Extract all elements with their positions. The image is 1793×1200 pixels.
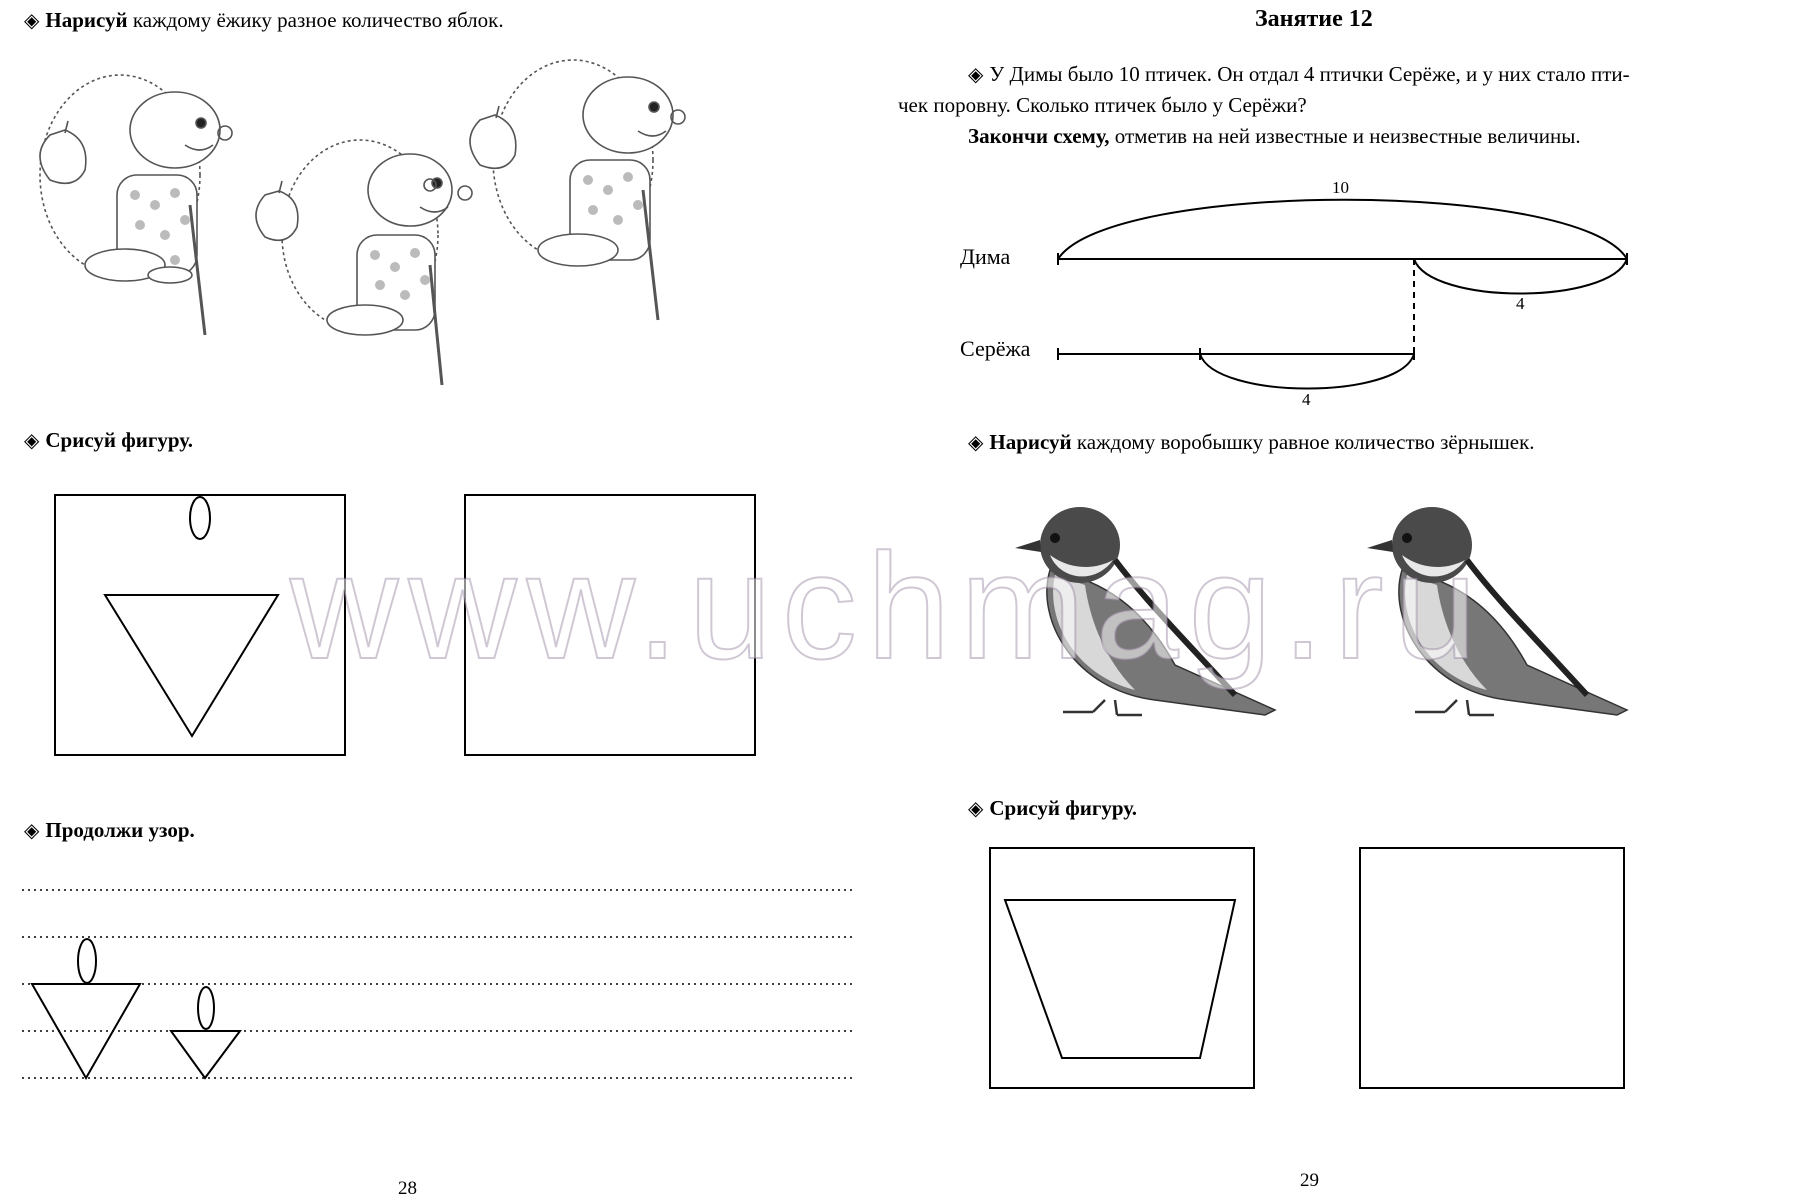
empty-box[interactable]	[1360, 848, 1624, 1088]
page-number-left: 28	[398, 1178, 417, 1199]
watermark: www.uchmag.ru	[290, 522, 1488, 690]
diamond-bullet-icon: ◈	[968, 798, 984, 820]
trapezoid-shape	[1005, 900, 1235, 1058]
task-draw-apples: ◈ Нарисуй каждому ёжику разное количество яблок.	[24, 8, 504, 32]
total-label: 10	[1332, 178, 1349, 197]
task-copy-figure-left: ◈ Срисуй фигуру.	[24, 428, 193, 452]
seryozha-label: 4	[1302, 390, 1311, 409]
label-dima: Дима	[960, 244, 1011, 269]
page-number-right: 29	[1300, 1170, 1319, 1191]
diamond-bullet-icon: ◈	[24, 10, 40, 32]
diamond-bullet-icon: ◈	[24, 430, 40, 452]
task-draw-grains: ◈ Нарисуй каждому воробышку равное количество зёрнышек.	[968, 430, 1535, 454]
problem-text: ◈ У Димы было 10 птичек. Он отдал 4 птички Серёже, и у них стало пти-	[968, 62, 1630, 86]
diamond-bullet-icon: ◈	[968, 432, 984, 454]
label-seryozha: Серёжа	[960, 336, 1031, 361]
diamond-bullet-icon: ◈	[968, 64, 984, 86]
diamond-bullet-icon: ◈	[24, 820, 40, 842]
lesson-title: Занятие 12	[1255, 6, 1373, 32]
diagram-instruction: Закончи схему, отметив на ней известные и неизвестные величины.	[968, 124, 1581, 148]
task-continue-pattern: ◈ Продолжи узор.	[24, 818, 195, 842]
given-label: 4	[1516, 294, 1525, 313]
problem-text-line2: чек поровну. Сколько птичек было у Серёжи?	[898, 93, 1307, 117]
task-copy-figure-right: ◈ Срисуй фигуру.	[968, 796, 1137, 820]
